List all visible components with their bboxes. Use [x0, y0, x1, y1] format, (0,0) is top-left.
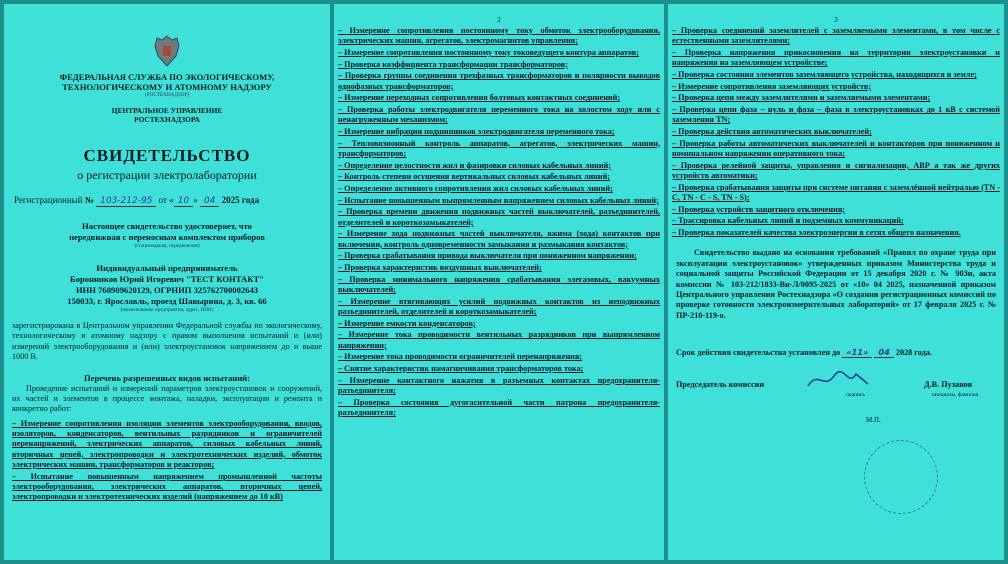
list-item: – Проверка характеристик воздушных выключателей;: [338, 263, 542, 273]
list-item: – Измерение сопротивления заземляющих устройств;: [672, 81, 872, 91]
list-item: – Определение активного сопротивления жил силовых кабельных линий;: [338, 184, 613, 194]
list-item: – Измерение сопротивления постоянному току токоведущего контура аппаратов;: [338, 47, 639, 57]
list-item: – Измерение сопротивления изоляции элементов электрооборудования, вводов, изоляторов, конденсаторов, вентильных разрядников и ограничителей перенапряжений, электрических аппаратов, силовых кабельных линий, вторичных цепей, электропроводки и электротехнических изделий, обмоток электрических машин, трансформаторов и реакторов;: [12, 418, 322, 470]
list-item: – Проверка работы электродвигателя переменного тока на холостом ходу или с ненагруженным механизмом;: [338, 105, 660, 125]
reg-day: 10: [174, 196, 193, 207]
list-item: – Испытание повышенным напряжением промышленной частоты электрооборудования, электрических аппаратов, вторичных цепей, электропроводки и электротехнических изделий (напряжением до 10 кВ): [12, 471, 322, 502]
list-item: – Проверка соединений заземлителей с заземляемыми элементами, в том числе с естественными заземлителями;: [672, 26, 1000, 46]
stamp-place: М.П.: [866, 416, 881, 425]
list-item: – Измерение емкости конденсаторов;: [338, 318, 476, 328]
list-item: – Проверка срабатывания привода выключателя при пониженном напряжении;: [338, 251, 637, 261]
page-number: 2: [497, 16, 501, 24]
certificate-page-2: [334, 4, 664, 560]
certificate-page-3: [668, 4, 1004, 560]
registered-text: зарегистрирована в Центральном управлении Федеральной службы по экологическому, технологическому и атомному надзору с правом выполнения испытаний и (или) измерений электрооборудования и (или) электроустановок напряжением до и выше 1000 В.: [12, 321, 322, 362]
valid-month: 04: [874, 347, 893, 358]
attests-caption: (стационарная, передвижная): [134, 243, 200, 249]
agency-short: (РОСТЕХНАДЗОР): [144, 92, 190, 98]
list-item: – Проверка действия автоматических выключателей;: [672, 127, 872, 137]
list-item: – Измерение тока проводимости ограничителей перенапряжения;: [338, 352, 583, 362]
list-item: – Снятие характеристик намагничивания трансформаторов тока;: [338, 364, 584, 374]
department-name: ЦЕНТРАЛЬНОЕ УПРАВЛЕНИЕ РОСТЕХНАДЗОРА: [111, 106, 223, 124]
list-item: – Проверка напряжения прикосновения на территории электроустановки и напряжения на заземляющем устройстве;: [672, 47, 1000, 68]
list-item: – Тепловизионный контроль аппаратов, агрегатов, электрических машин, трансформаторов;: [338, 138, 660, 158]
coat-of-arms-emblem: [152, 34, 182, 68]
reg-month: 04: [200, 196, 219, 207]
list-item: – Измерение вибрации подшипников электродвигателя переменного тока;: [338, 127, 615, 137]
list-item: – Проверка релейной защиты, управления и сигнализации, АВР а так же других устройств автоматики;: [672, 160, 1000, 180]
list-item: – Трассировка кабельных линий и подземных коммуникаций;: [672, 216, 904, 226]
list-item: – Проверка срабатывания защиты при системе питания с заземлённой нейтралью (TN - C, TN - C - S, TN - S);: [672, 182, 1000, 202]
certificate-title: СВИДЕТЕЛЬСТВО: [83, 146, 251, 165]
list-heading: Перечень разрешенных видов испытаний:: [83, 372, 250, 383]
validity-line: Срок действия свидетельства установлен до «11» 04 2028 года.: [676, 347, 932, 358]
handwritten-signature: [804, 368, 874, 392]
certificate-subtitle: о регистрации электролаборатории: [77, 168, 257, 182]
page3-items: [668, 26, 1004, 238]
list-item: – Измерение переходных сопротивления болтовых контактных соединений;: [338, 93, 621, 103]
page-number: 3: [834, 16, 838, 24]
list-item: – Проверка показателей качества электроэнергии в сетях общего назначения.: [672, 228, 961, 238]
list-item: – Проверка времени движения подвижных частей выключателей, разъединителей, отделителей и короткозамыкателей;: [338, 207, 660, 227]
list-item: – Измерение сопротивления постоянному току обмоток электрооборудования, электрических машин, агрегатов, электромагнитов управления;: [338, 26, 660, 46]
page2-items: [334, 26, 664, 418]
page1-items: [4, 419, 330, 503]
basis-text: Свидетельство выдано на основании требований «Правил по охране труда при эксплуатации электроустановок» утвержденных приказом Министерства труда и социальной защиты Российской Федерации от 15 декабря 2020 г. № 903н, акта комиссии № 103-212/1833-Вн-Л/0095-2025 от «10» 04 2025, назначенной приказом Центрального управления Ростехнадзора «О создании регистрационных комиссий по проверке готовности электроизмерительных лабораторий» от 17 февраля 2025 г. № ПР-210-119-о.: [676, 248, 996, 320]
list-item: – Испытание повышенным выпрямленным напряжением силовых кабельных линий;: [338, 195, 659, 205]
official-stamp: [864, 440, 938, 514]
attests-line1: Настоящее свидетельство удостоверяет, что: [82, 221, 252, 231]
list-item: – Контроль степени осушения вертикальных силовых кабельных линий;: [338, 172, 611, 182]
list-item: – Проверка минимального напряжения срабатывания элегазовых, вакуумных выключателей;: [338, 274, 660, 295]
chairman-line: Председатель комиссии Д.В. Пузанов подпись инициалы, фамилия: [676, 380, 1004, 404]
registration-number: 103-212-95: [96, 196, 156, 207]
registration-line: Регистрационный № 103-212-95 от « 10 » 04 2025 года: [14, 195, 260, 206]
list-item: – Измерение втягивающих усилий подвижных контактов из неподвижных разъединителей, отделителей и короткозамыкателей;: [338, 296, 660, 317]
agency-name: ФЕДЕРАЛЬНАЯ СЛУЖБА ПО ЭКОЛОГИЧЕСКОМУ, ТЕХНОЛОГИЧЕСКОМУ И АТОМНОМУ НАДЗОРУ: [59, 72, 275, 92]
list-item: – Определение целостности жил и фазировки силовых кабельных линий;: [338, 160, 611, 170]
list-item: – Проверка цепи между заземлителями и заземляемыми элементами;: [672, 93, 931, 103]
list-item: – Проверка коэффициента трансформации трансформаторов;: [338, 59, 568, 69]
list-item: – Проверка работы автоматических выключателей и контакторов при пониженном и номинальном напряжении оперативного тока;: [672, 138, 1000, 158]
holder-block: Индивидуальный предприниматель Боронников Юрий Игоревич "ТЕСТ КОНТАКТ" ИНН 760909620129, ОГРНИП 325762700002643 150033, г. Ярославль, проезд Шавырина, д. 3, кв. 66: [67, 263, 267, 306]
attests-line2: передвижная с переносным комплектом приборов: [69, 232, 265, 242]
holder-caption: (наименование предприятия, адрес, ИНН): [120, 307, 214, 313]
list-intro: Проведение испытаний и измерений параметров электроустановок и сооружений, их частей и элементов в процессе монтажа, наладки, эксплуатации и ремонта и конкретно работ:: [12, 383, 322, 414]
certificate-page-1: [4, 4, 330, 560]
list-item: – Проверка цепи фаза – нуль и фаза – фаза в электроустановках до 1 кВ с системой заземления TN;: [672, 105, 1000, 125]
list-item: – Проверка состояния элементов заземляющего устройства, находящихся в земле;: [672, 69, 977, 79]
valid-day: «11»: [842, 347, 872, 358]
list-item: – Проверка группы соединения трехфазных трансформаторов и полярности выводов однофазных трансформаторов;: [338, 71, 660, 91]
list-item: – Измерение тока проводимости вентильных разрядников при выпрямленном напряжении;: [338, 330, 660, 350]
list-item: – Проверка устройств защитного отключения;: [672, 204, 845, 214]
list-item: – Измерение хода подвижных частей выключателя, вжима (хода) контактов при включении, контроль одновременности замыкания и размыкания контактов;: [338, 229, 660, 249]
list-item: – Проверка состояния дугогасительной части патрона предохранителя-разъединителя;: [338, 397, 660, 418]
list-item: – Измерение контактного нажатия в разъемных контактах предохранителя-разъединителя;: [338, 375, 660, 396]
